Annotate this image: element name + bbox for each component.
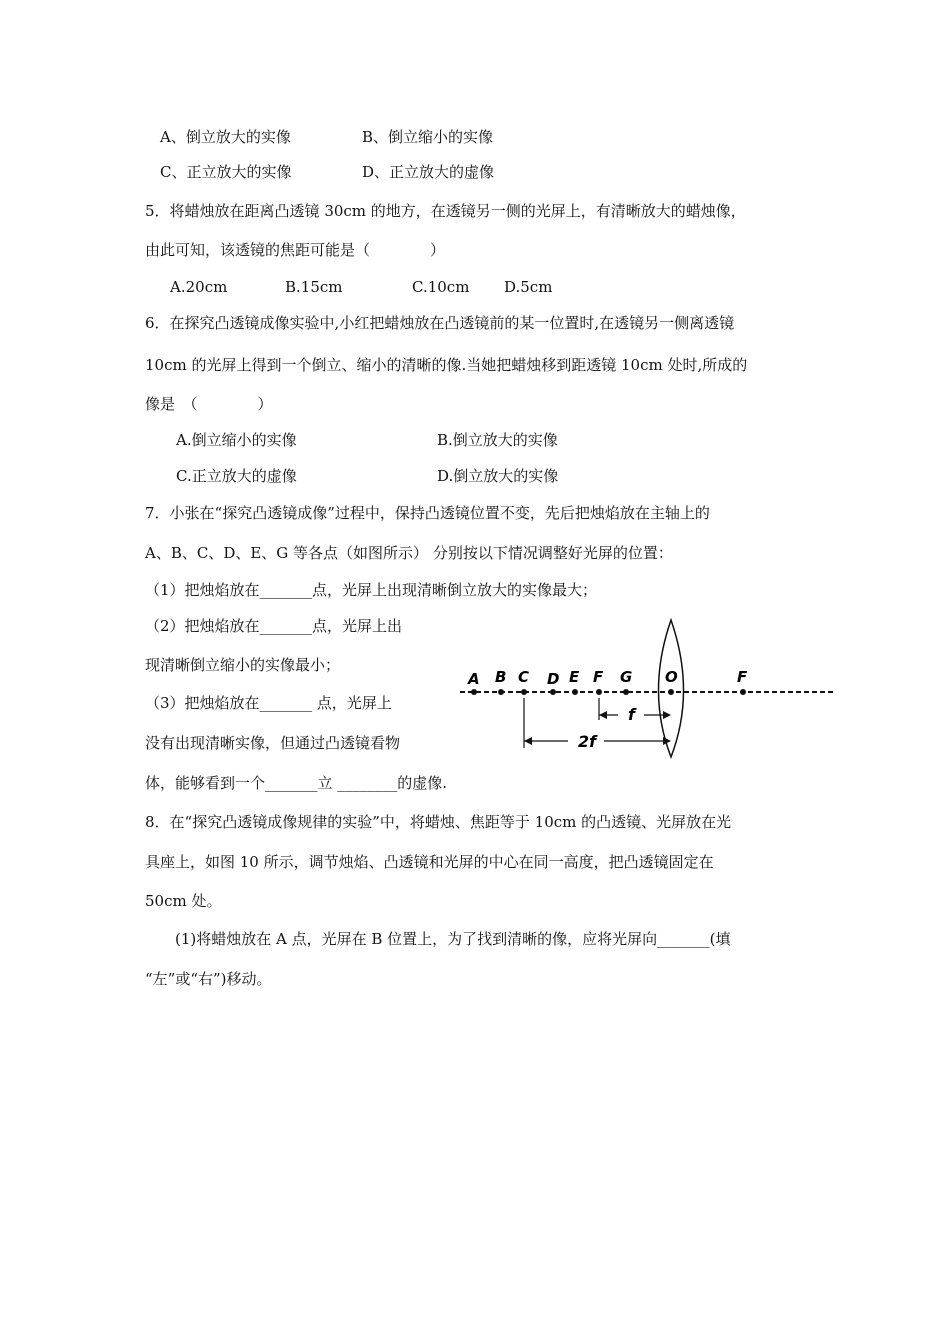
point-g-dot — [623, 689, 629, 695]
q5-text-line1: 5．将蜡烛放在距离凸透镜 30cm 的地方，在透镜另一侧的光屏上，有清晰放大的蜡烛像， — [145, 202, 746, 220]
point-f-right-dot — [740, 689, 746, 695]
f-label: f — [628, 705, 635, 724]
q4-option-d: D、正立放大的虚像 — [362, 163, 495, 181]
f-arrowhead-right — [663, 711, 671, 719]
q7-part2-line2: 现清晰倒立缩小的实像最小； — [145, 656, 341, 674]
twof-label: 2f — [578, 732, 597, 751]
f-arrowhead-left — [599, 711, 607, 719]
point-g-label: G — [620, 668, 633, 686]
q5-option-b: B.15cm — [285, 278, 343, 296]
q4-option-b: B、倒立缩小的实像 — [362, 128, 494, 146]
lens-diagram — [458, 612, 838, 762]
q6-text-line1: 6．在探究凸透镜成像实验中,小红把蜡烛放在凸透镜前的某一位置时,在透镜另一侧离透镜 — [145, 314, 735, 332]
q4-option-c: C、正立放大的实像 — [160, 163, 292, 181]
q8-part1-line2: “左”或“右”)移动。 — [145, 970, 272, 988]
q5-option-d: D.5cm — [504, 278, 553, 296]
q7-text-line1: 7．小张在“探究凸透镜成像”过程中，保持凸透镜位置不变，先后把烛焰放在主轴上的 — [145, 504, 710, 522]
point-b-dot — [498, 689, 504, 695]
q5-option-c: C.10cm — [412, 278, 470, 296]
q7-part3-line2: 没有出现清晰实像，但通过凸透镜看物 — [145, 734, 401, 752]
point-a-dot — [471, 689, 477, 695]
point-o-label: O — [665, 668, 678, 686]
q7-part3-line3: 体，能够看到一个_______立 ________的虚像. — [145, 774, 448, 792]
q7-part3-line1: （3）把烛焰放在_______ 点，光屏上 — [145, 694, 392, 712]
twof-arrowhead-left — [524, 737, 532, 745]
q4-option-a: A、倒立放大的实像 — [160, 128, 291, 146]
q7-part2-line1: （2）把烛焰放在_______点，光屏上出 — [145, 617, 403, 635]
point-e-dot — [572, 689, 578, 695]
point-c-label: C — [518, 668, 530, 686]
q5-text-line2: 由此可知，该透镜的焦距可能是（ ） — [145, 241, 446, 259]
point-o-dot — [668, 689, 674, 695]
point-c-dot — [521, 689, 527, 695]
convex-lens — [659, 620, 684, 757]
q8-text-line1: 8．在“探究凸透镜成像规律的实验”中，将蜡烛、焦距等于 10cm 的凸透镜、光屏放在光 — [145, 813, 732, 831]
q8-part1-line1: (1)将蜡烛放在 A 点，光屏在 B 位置上，为了找到清晰的像，应将光屏向_______(填 — [175, 930, 731, 948]
point-d-dot — [550, 689, 556, 695]
q7-text-line2: A、B、C、D、E、G 等各点（如图所示） 分别按以下情况调整好光屏的位置： — [145, 544, 673, 562]
point-d-label: D — [547, 670, 560, 688]
q6-option-d: D.倒立放大的实像 — [437, 467, 559, 485]
point-b-label: B — [495, 668, 507, 686]
q6-option-a: A.倒立缩小的实像 — [176, 431, 297, 449]
q6-text-line3: 像是 （ ） — [145, 395, 273, 413]
point-a-label: A — [468, 670, 480, 688]
q8-text-line3: 50cm 处。 — [145, 892, 222, 910]
q6-option-b: B.倒立放大的实像 — [437, 431, 558, 449]
q6-text-line2: 10cm 的光屏上得到一个倒立、缩小的清晰的像.当她把蜡烛移到距透镜 10cm 处时,所成的 — [145, 356, 748, 374]
q6-option-c: C.正立放大的虚像 — [176, 467, 297, 485]
point-f-left-label: F — [593, 668, 604, 686]
point-f-left-dot — [596, 689, 602, 695]
q8-text-line2: 具座上，如图 10 所示，调节烛焰、凸透镜和光屏的中心在同一高度，把凸透镜固定在 — [145, 853, 714, 871]
point-e-label: E — [569, 668, 580, 686]
q7-part1: （1）把烛焰放在_______点，光屏上出现清晰倒立放大的实像最大； — [145, 581, 598, 599]
q5-option-a: A.20cm — [170, 278, 228, 296]
point-f-right-label: F — [737, 668, 748, 686]
